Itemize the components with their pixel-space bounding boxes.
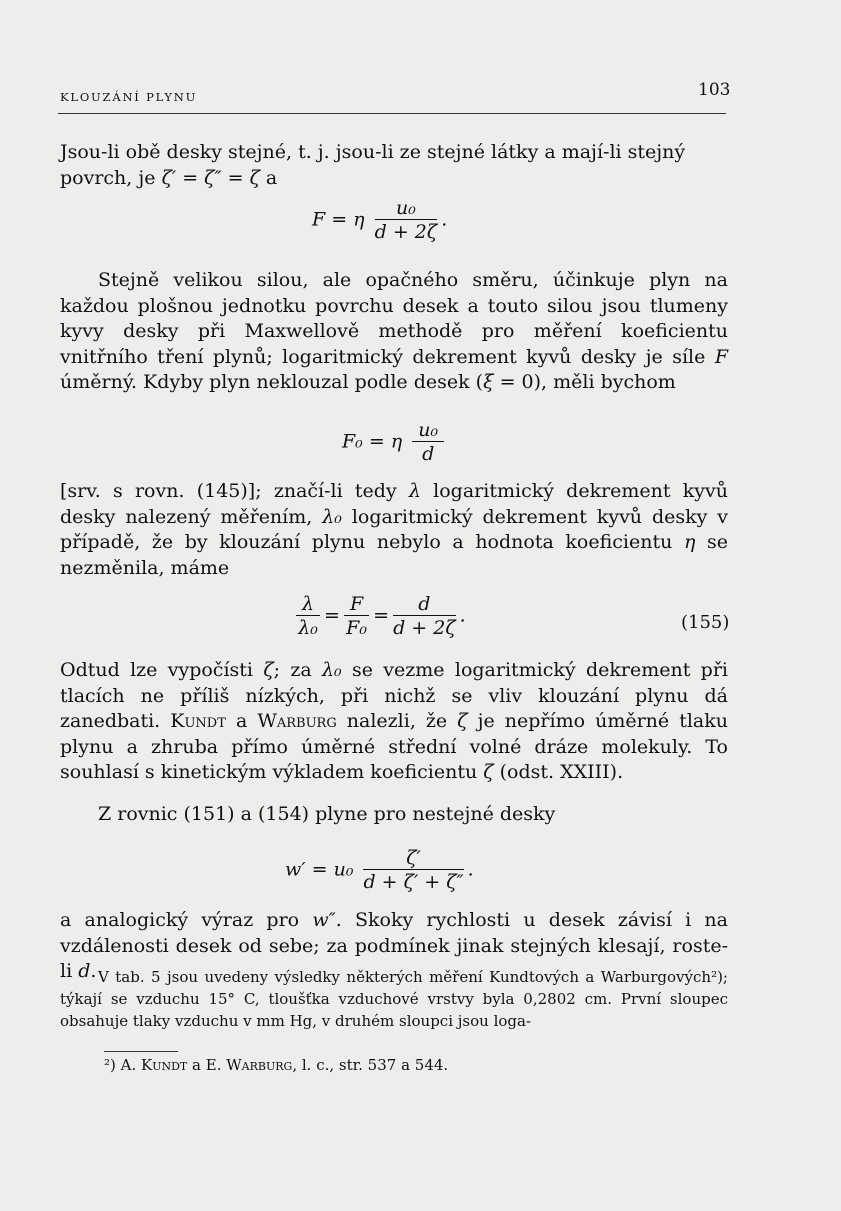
paragraph-1: Jsou-li obě desky stejné, t. j. jsou-li ze stejné látky a mají-li stejný povrch, je ζ′ = ζ″ = ζ a	[60, 141, 686, 189]
paragraph-7: V tab. 5 jsou uvedeny výsledky některých měření Kundtových a Warburgových²); týkají se vzduchu 15° C, tloušťka vzduchové vrstvy byla 0,2802 cm. První sloupec obsahuje tlaky vzduchu v mm Hg, v druhém sloupci jsou loga-	[60, 968, 728, 1030]
paragraph-4: Odtud lze vypočísti ζ; za λ₀ se vezme logaritmický dekrement při tlacích ne příliš nízkých, při nichž se vliv klouzání plynu dá zanedbati. Kundt a Warburg nalezli, že ζ je nepřímo úměrné tlaku plynu a zhruba přímo úměrné střední volné dráze molekuly. To souhlasí s kinetickým výkladem koeficientu ζ (odst. XXIII).	[60, 659, 728, 783]
equation-155: $\frac{\lambda}{\text{λ₀}}$ = $\frac{F}{\text{F₀}}$ = $\frac{d}{d + 2\zeta}$ .	[292, 594, 466, 639]
paragraph-5: Z rovnic (151) a (154) plyne pro nestejné desky	[98, 803, 556, 825]
footnote: ²) A. Kundt a E. Warburg, l. c., str. 537 a 544.	[104, 1056, 449, 1074]
equation-2: F₀ = η $\frac{\text{u₀}}{d}$	[342, 420, 448, 465]
footnote-rule	[104, 1051, 178, 1052]
paragraph-2: Stejně velikou silou, ale opačného směru, účinkuje plyn na každou plošnou jednotku povrchu desek a touto silou jsou tlumeny kyvy desky při Maxwellově methodě pro měření koeficientu vnitřního tření plynů; logaritmický dekrement kyvů desky je síle F úměrný. Kdyby plyn neklouzal podle desek (ξ = 0), měli bychom	[60, 269, 728, 393]
running-head: KLOUZÁNÍ PLYNU	[60, 90, 198, 104]
equation-number: (155)	[681, 612, 730, 633]
header-rule	[58, 113, 726, 114]
paragraph-3: [srv. s rovn. (145)]; značí-li tedy λ logaritmický dekrement kyvů desky nalezený měřením, λ₀ logaritmický dekrement kyvů desky v případě, že by klouzání plynu nebylo a hodnota koeficientu η se nezměnila, máme	[60, 480, 729, 579]
page-number: 103	[698, 80, 731, 100]
equation-1: F = η $\frac{\text{u₀}}{d + 2\zeta}$ .	[312, 197, 448, 243]
equation-w-prime: w′ = u₀ $\frac{\zeta'}{d + \zeta' + \zeta''}$ .	[285, 847, 474, 893]
paragraph-6: a analogický výraz pro w″. Skoky rychlosti u desek závisí i na vzdálenosti desek od sebe; za podmínek jinak stejných klesají, roste-li d.	[60, 909, 728, 982]
